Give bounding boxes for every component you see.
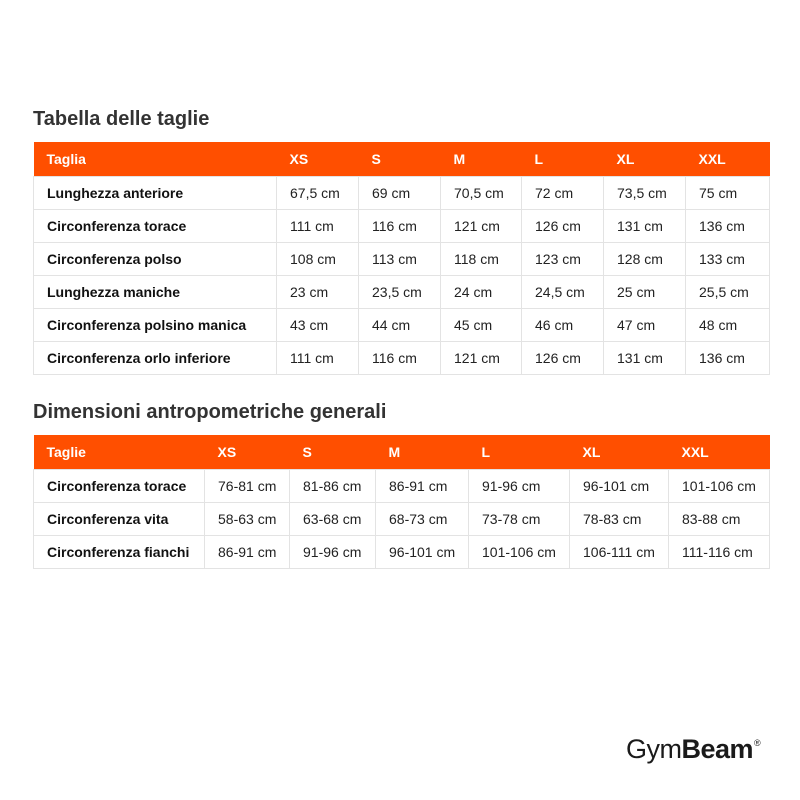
row-label: Lunghezza anteriore <box>34 177 277 210</box>
header-cell: Taglia <box>34 142 277 177</box>
anthropometric-title: Dimensioni antropometriche generali <box>33 401 387 423</box>
table-cell: 23 cm <box>277 276 359 309</box>
table-cell: 67,5 cm <box>277 177 359 210</box>
table-cell: 24 cm <box>441 276 522 309</box>
table-cell: 116 cm <box>359 342 441 375</box>
row-label: Circonferenza polso <box>34 243 277 276</box>
table-cell: 116 cm <box>359 210 441 243</box>
table-row <box>34 243 770 276</box>
anthropometric-table <box>33 435 770 569</box>
table-cell: 76-81 cm <box>205 470 290 503</box>
table-cell: 111-116 cm <box>669 536 770 569</box>
table-cell: 121 cm <box>441 210 522 243</box>
table-row <box>34 276 770 309</box>
table-cell: 23,5 cm <box>359 276 441 309</box>
table-cell: 126 cm <box>522 210 604 243</box>
logo-text-light: Gym <box>626 734 682 764</box>
header-cell: M <box>376 435 469 470</box>
table-cell: 58-63 cm <box>205 503 290 536</box>
size-chart-table <box>33 142 770 375</box>
table-cell: 108 cm <box>277 243 359 276</box>
header-cell: XS <box>205 435 290 470</box>
header-cell: XL <box>604 142 686 177</box>
table-cell: 83-88 cm <box>669 503 770 536</box>
gymbeam-logo <box>626 734 760 765</box>
row-label: Circonferenza torace <box>34 470 205 503</box>
table-cell: 133 cm <box>686 243 770 276</box>
table-row <box>34 342 770 375</box>
logo-text-bold: Beam <box>681 734 754 764</box>
table-row <box>34 470 770 503</box>
table-cell: 126 cm <box>522 342 604 375</box>
table-cell: 25,5 cm <box>686 276 770 309</box>
table-cell: 78-83 cm <box>570 503 669 536</box>
table-cell: 113 cm <box>359 243 441 276</box>
table-cell: 72 cm <box>522 177 604 210</box>
header-cell: XXL <box>686 142 770 177</box>
table-cell: 48 cm <box>686 309 770 342</box>
table-row <box>34 177 770 210</box>
size-chart-title: Tabella delle taglie <box>33 108 210 130</box>
table-cell: 86-91 cm <box>205 536 290 569</box>
table-cell: 128 cm <box>604 243 686 276</box>
table-cell: 101-106 cm <box>669 470 770 503</box>
table-cell: 123 cm <box>522 243 604 276</box>
table-cell: 63-68 cm <box>290 503 376 536</box>
header-cell: XXL <box>669 435 770 470</box>
header-cell: M <box>441 142 522 177</box>
header-cell: XS <box>277 142 359 177</box>
table-cell: 96-101 cm <box>570 470 669 503</box>
table-row <box>34 536 770 569</box>
row-label: Circonferenza polsino manica <box>34 309 277 342</box>
header-cell: S <box>290 435 376 470</box>
table-cell: 69 cm <box>359 177 441 210</box>
table-cell: 24,5 cm <box>522 276 604 309</box>
table-row <box>34 210 770 243</box>
table-cell: 70,5 cm <box>441 177 522 210</box>
header-cell: L <box>522 142 604 177</box>
table-cell: 101-106 cm <box>469 536 570 569</box>
table-cell: 121 cm <box>441 342 522 375</box>
table-cell: 111 cm <box>277 342 359 375</box>
table-cell: 45 cm <box>441 309 522 342</box>
table-cell: 86-91 cm <box>376 470 469 503</box>
header-cell: L <box>469 435 570 470</box>
table-cell: 73-78 cm <box>469 503 570 536</box>
header-cell: XL <box>570 435 669 470</box>
table-cell: 81-86 cm <box>290 470 376 503</box>
table-cell: 91-96 cm <box>469 470 570 503</box>
table-cell: 25 cm <box>604 276 686 309</box>
row-label: Circonferenza fianchi <box>34 536 205 569</box>
table-cell: 46 cm <box>522 309 604 342</box>
row-label: Circonferenza vita <box>34 503 205 536</box>
table-row <box>34 503 770 536</box>
row-label: Circonferenza torace <box>34 210 277 243</box>
table-cell: 131 cm <box>604 342 686 375</box>
table-cell: 47 cm <box>604 309 686 342</box>
table-cell: 68-73 cm <box>376 503 469 536</box>
table-cell: 73,5 cm <box>604 177 686 210</box>
table-header-row <box>34 142 770 177</box>
header-cell: S <box>359 142 441 177</box>
table-cell: 118 cm <box>441 243 522 276</box>
table-cell: 75 cm <box>686 177 770 210</box>
table-cell: 91-96 cm <box>290 536 376 569</box>
table-cell: 44 cm <box>359 309 441 342</box>
table-cell: 136 cm <box>686 342 770 375</box>
table-cell: 136 cm <box>686 210 770 243</box>
table-cell: 106-111 cm <box>570 536 669 569</box>
table-header-row <box>34 435 770 470</box>
table-cell: 111 cm <box>277 210 359 243</box>
row-label: Lunghezza maniche <box>34 276 277 309</box>
registered-mark: ® <box>754 738 761 748</box>
table-cell: 131 cm <box>604 210 686 243</box>
table-row <box>34 309 770 342</box>
table-cell: 43 cm <box>277 309 359 342</box>
row-label: Circonferenza orlo inferiore <box>34 342 277 375</box>
table-cell: 96-101 cm <box>376 536 469 569</box>
header-cell: Taglie <box>34 435 205 470</box>
